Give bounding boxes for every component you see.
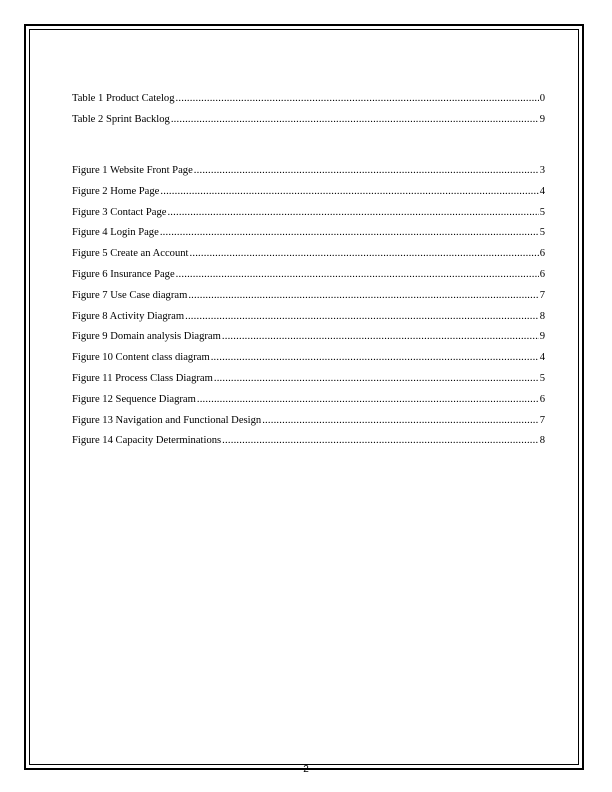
toc-entry-label: Table 1 Product Catelog — [72, 93, 175, 104]
toc-entry-page: 6 — [539, 269, 545, 281]
toc-entry[interactable] — [72, 411, 545, 432]
toc-entry-page: 6 — [539, 248, 545, 260]
dot-leader — [262, 411, 539, 432]
toc-entry-page: 8 — [539, 310, 545, 322]
toc-entry[interactable] — [72, 431, 545, 452]
toc-entry-label: Figure 3 Contact Page — [72, 206, 167, 218]
toc-entry[interactable] — [72, 286, 545, 307]
toc-entry-label: Figure 6 Insurance Page — [72, 269, 175, 281]
toc-entry[interactable] — [72, 223, 545, 244]
toc-entry-page: 3 — [539, 165, 545, 177]
dot-leader — [211, 348, 539, 369]
toc-entry-label: Figure 11 Process Class Diagram — [72, 373, 213, 385]
toc-entry-label: Figure 7 Use Case diagram — [72, 289, 188, 301]
toc-entry[interactable] — [72, 203, 545, 224]
dot-leader — [160, 223, 539, 244]
dot-leader — [185, 307, 539, 328]
dot-leader — [188, 286, 538, 307]
toc-entry-label: Figure 2 Home Page — [72, 185, 160, 197]
toc-entry-label: Figure 14 Capacity Determinations — [72, 435, 222, 447]
dot-leader — [197, 390, 539, 411]
toc-entry[interactable] — [72, 110, 545, 131]
page-number: 2 — [303, 764, 309, 775]
toc-entry-page: 6 — [539, 393, 545, 405]
list-of-tables — [72, 89, 545, 131]
toc-entry-page: 4 — [539, 185, 545, 197]
toc-entry-page: 8 — [539, 435, 545, 447]
toc-entry-page: 5 — [539, 206, 545, 218]
toc-entry-label: Figure 12 Sequence Diagram — [72, 393, 196, 405]
toc-entry[interactable] — [72, 327, 545, 348]
dot-leader — [167, 203, 538, 224]
toc-entry-page: 5 — [539, 373, 545, 385]
toc-entry-label: Figure 1 Website Front Page — [72, 165, 193, 177]
dot-leader — [214, 369, 539, 390]
toc-entry-page: 7 — [539, 414, 545, 426]
dot-leader — [176, 89, 539, 110]
toc-entry-page: 0 — [539, 93, 545, 104]
toc-entry-page: 5 — [539, 227, 545, 239]
toc-entry-page: 7 — [539, 289, 545, 301]
section-gap — [72, 131, 545, 162]
toc-entry[interactable] — [72, 161, 545, 182]
dot-leader — [160, 182, 538, 203]
toc-entry-label: Table 2 Sprint Backlog — [72, 113, 170, 125]
toc-entry[interactable] — [72, 182, 545, 203]
toc-entry[interactable] — [72, 89, 545, 110]
toc-entry[interactable] — [72, 348, 545, 369]
toc-entry-page: 4 — [539, 352, 545, 364]
dot-leader — [194, 161, 539, 182]
toc-entry[interactable] — [72, 307, 545, 328]
toc-entry-page: 9 — [539, 113, 545, 125]
toc-entry[interactable] — [72, 369, 545, 390]
toc-entry-label: Figure 8 Activity Diagram — [72, 310, 185, 322]
toc-entry-label: Figure 5 Create an Account — [72, 248, 189, 260]
toc-entry-page: 9 — [539, 331, 545, 343]
toc-entry-label: Figure 9 Domain analysis Diagram — [72, 331, 221, 343]
dot-leader — [171, 110, 539, 131]
list-of-figures — [72, 161, 545, 452]
toc-entry[interactable] — [72, 244, 545, 265]
dot-leader — [222, 431, 539, 452]
toc-entry[interactable] — [72, 265, 545, 286]
toc-entry[interactable] — [72, 390, 545, 411]
toc-entry-label: Figure 13 Navigation and Functional Design — [72, 414, 262, 426]
dot-leader — [222, 327, 539, 348]
dot-leader — [190, 244, 539, 265]
toc-entry-label: Figure 10 Content class diagram — [72, 352, 210, 364]
list-of-tables-and-figures — [72, 89, 545, 452]
toc-entry-label: Figure 4 Login Page — [72, 227, 159, 239]
dot-leader — [176, 265, 539, 286]
